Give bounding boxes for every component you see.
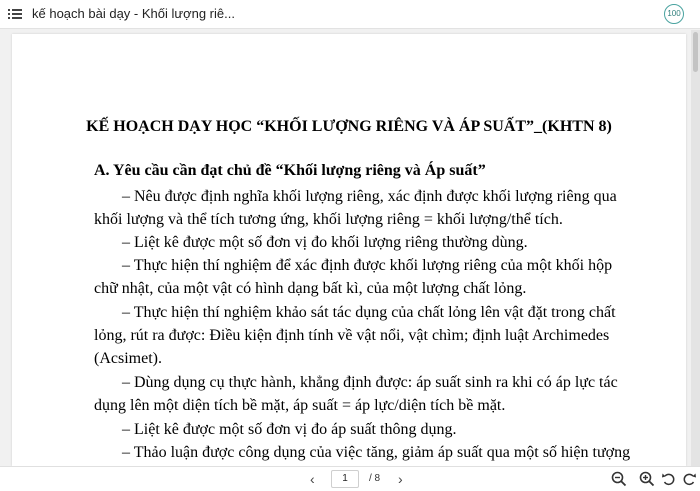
list-icon[interactable] — [8, 8, 22, 20]
scrollbar-thumb[interactable] — [693, 32, 698, 72]
rotate-left-icon[interactable] — [660, 470, 678, 488]
body-line: – Thảo luận được công dụng của việc tăng, giảm áp suất qua một số hiện tượng — [122, 444, 631, 461]
zoom-level-badge[interactable]: 100 — [664, 4, 684, 24]
page-total: / 8 — [369, 473, 381, 484]
body-line: (Acsimet). — [94, 350, 162, 367]
chevron-right-icon[interactable]: › — [398, 471, 403, 487]
body-line: – Dùng dụng cụ thực hành, khẳng định được: áp suất sinh ra khi có áp lực tác — [122, 374, 618, 391]
section-heading: A. Yêu cầu cần đạt chủ đề “Khối lượng riêng và Áp suất” — [94, 162, 486, 179]
page-number-input[interactable]: 1 — [331, 470, 359, 488]
body-line: – Nêu được định nghĩa khối lượng riêng, xác định được khối lượng riêng qua — [122, 188, 617, 205]
bottom-toolbar — [0, 466, 700, 491]
body-line: khối lượng và thể tích tương ứng, khối lượng riêng = khối lượng/thể tích. — [94, 211, 563, 228]
chevron-left-icon[interactable]: ‹ — [310, 471, 315, 487]
document-heading: KẾ HOẠCH DẠY HỌC “KHỐI LƯỢNG RIÊNG VÀ ÁP SUẤT”_(KHTN 8) — [86, 118, 612, 135]
body-line: – Liệt kê được một số đơn vị đo áp suất thông dụng. — [122, 421, 457, 438]
body-line: chữ nhật, của một vật có hình dạng bất kì, của một lượng chất lỏng. — [94, 280, 527, 297]
body-line: dụng lên một diện tích bề mặt, áp suất = áp lực/diện tích bề mặt. — [94, 397, 506, 414]
body-line: lỏng, rút ra được: Điều kiện định tính về vật nổi, vật chìm; định luật Archimedes — [94, 327, 610, 344]
body-line: – Thực hiện thí nghiệm để xác định được khối lượng riêng của một khối hộp — [122, 257, 613, 274]
vertical-scrollbar[interactable] — [691, 30, 700, 466]
body-line: – Liệt kê được một số đơn vị đo khối lượng riêng thường dùng. — [122, 234, 528, 251]
body-line: – Thực hiện thí nghiệm khảo sát tác dụng của chất lỏng lên vật đặt trong chất — [122, 304, 616, 321]
top-toolbar — [0, 0, 700, 29]
zoom-in-icon[interactable] — [638, 470, 656, 488]
zoom-out-icon[interactable] — [610, 470, 628, 488]
document-title: kế hoạch bài dạy - Khối lượng riê... — [32, 6, 235, 21]
document-page — [12, 34, 686, 466]
rotate-right-icon[interactable] — [680, 470, 698, 488]
